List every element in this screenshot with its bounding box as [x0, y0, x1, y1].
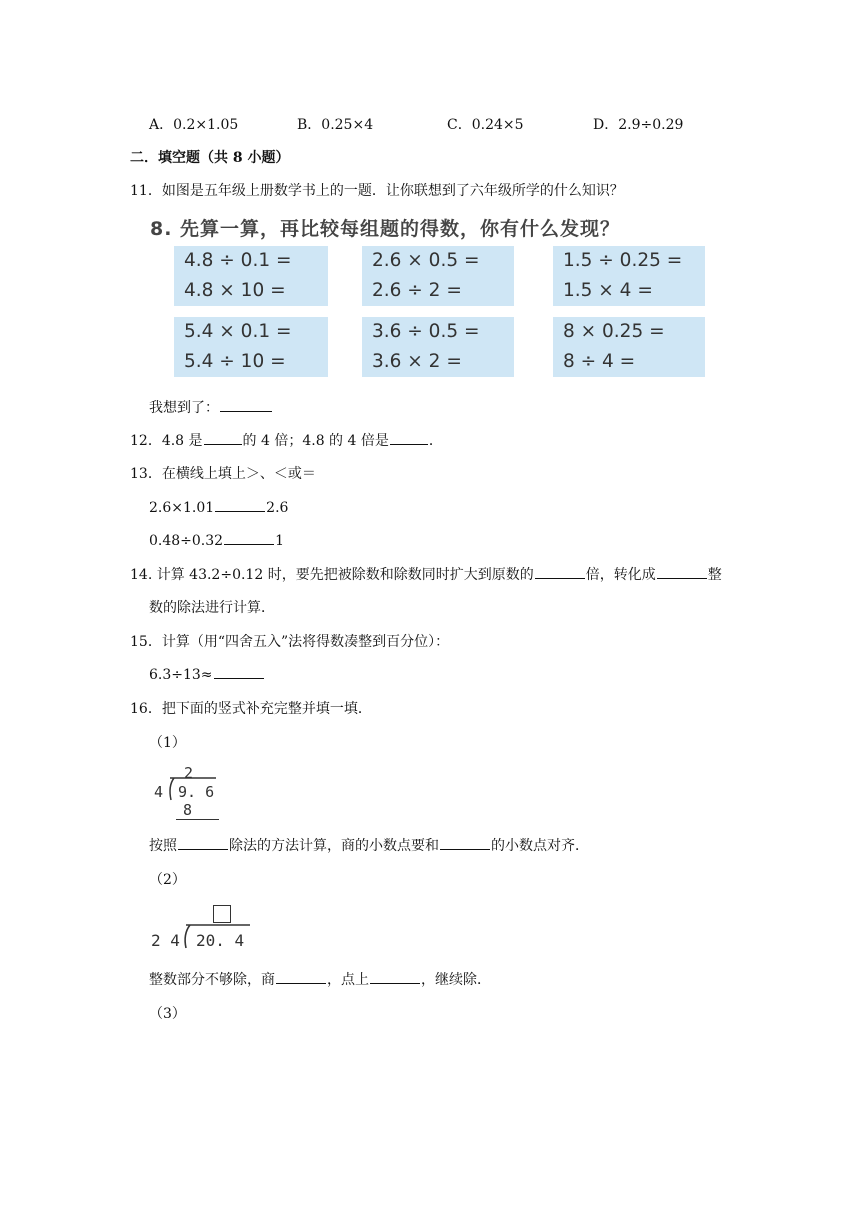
q16-part2-label: （2） [149, 872, 186, 888]
q14-line-2: 数的除法进行计算． [149, 600, 275, 616]
answer-blank[interactable] [214, 664, 264, 679]
subtraction-line [176, 819, 219, 820]
q12-line: 12．4.8 是 的 4 倍；4.8 的 4 倍是 ． [130, 430, 443, 450]
answer-blank[interactable] [535, 564, 585, 579]
quotient-box[interactable] [213, 905, 231, 923]
q15-stem: 15．计算（用“四舍五入”法将得数凑整到百分位）： [130, 634, 450, 650]
q16-stem: 16．把下面的竖式补充完整并填一填． [130, 701, 372, 717]
figure-cell: 1.5 ÷ 0.25 = 1.5 × 4 = [553, 246, 705, 306]
dividend: 9. 6 [178, 783, 215, 801]
figure-heading: 8. 先算一算，再比较每组题的得数，你有什么发现？ [150, 218, 621, 240]
figure-cell: 3.6 ÷ 0.5 = 3.6 × 2 = [362, 317, 514, 377]
figure-cell: 4.8 ÷ 0.1 = 4.8 × 10 = [174, 246, 328, 306]
q16-part3-label: （3） [149, 1006, 186, 1022]
answer-blank[interactable] [215, 497, 265, 512]
divisor: 4 [154, 783, 164, 801]
q16-part1-label: （1） [149, 735, 186, 751]
q16-part1-text: 按照 除法的方法计算，商的小数点要和 的小数点对齐． [149, 835, 589, 855]
q13-stem: 13．在横线上填上＞、＜或＝ [130, 466, 316, 482]
option-b: B．0.25×4 [297, 117, 374, 133]
answer-blank[interactable] [370, 969, 420, 984]
subtrahend: 8 [183, 801, 193, 819]
divisor: 2 4 [151, 931, 180, 950]
answer-blank[interactable] [440, 835, 490, 850]
q16-part2-text: 整数部分不够除，商 ，点上 ，继续除． [149, 969, 491, 989]
answer-blank[interactable] [178, 835, 228, 850]
q11-stem: 11．如图是五年级上册数学书上的一题．让你联想到了六年级所学的什么知识？ [130, 183, 624, 199]
figure-cell: 2.6 × 0.5 = 2.6 ÷ 2 = [362, 246, 514, 306]
option-a: A．0.2×1.05 [149, 117, 239, 133]
answer-blank[interactable] [276, 969, 326, 984]
q13-line-2: 0.48÷0.32 1 [149, 530, 284, 549]
figure-cell: 8 × 0.25 = 8 ÷ 4 = [553, 317, 705, 377]
figure-cell: 5.4 × 0.1 = 5.4 ÷ 10 = [174, 317, 328, 377]
answer-blank[interactable] [204, 430, 242, 445]
section-title: 二．填空题（共 8 小题） [130, 150, 290, 166]
answer-blank[interactable] [220, 397, 272, 412]
option-d: D．2.9÷0.29 [593, 117, 684, 133]
dividend: 20. 4 [196, 931, 245, 950]
answer-blank[interactable] [390, 430, 428, 445]
answer-blank[interactable] [657, 564, 707, 579]
q11-answer-line: 我想到了： [149, 397, 273, 417]
quotient: 2 [184, 764, 194, 782]
answer-blank[interactable] [224, 530, 274, 545]
q15-expression: 6.3÷13≈ [149, 664, 265, 683]
option-c: C．0.24×5 [447, 117, 524, 133]
q14-line-1: 14. 计算 43.2÷0.12 时，要先把被除数和除数同时扩大到原数的 倍，转化成 整 [130, 564, 722, 584]
q13-line-1: 2.6×1.01 2.6 [149, 497, 288, 516]
